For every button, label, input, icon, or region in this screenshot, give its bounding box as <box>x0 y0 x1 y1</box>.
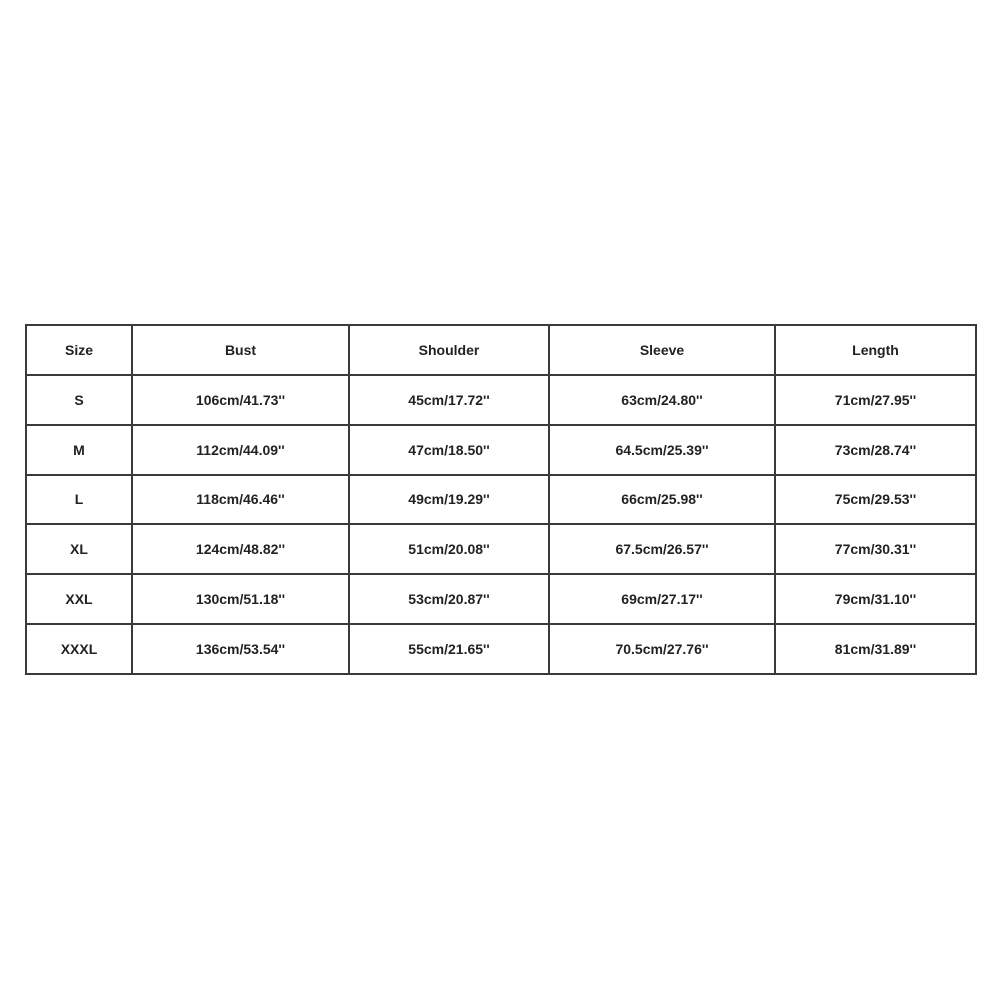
sleeve-cell: 63cm/24.80'' <box>549 375 775 425</box>
table-header-row <box>26 325 976 375</box>
table-row <box>26 624 976 674</box>
bust-cell: 124cm/48.82'' <box>132 524 349 574</box>
sleeve-cell: 64.5cm/25.39'' <box>549 425 775 475</box>
sleeve-cell: 67.5cm/26.57'' <box>549 524 775 574</box>
size-cell: XL <box>26 524 132 574</box>
length-cell: 71cm/27.95'' <box>775 375 976 425</box>
header-sleeve: Sleeve <box>549 325 775 375</box>
shoulder-cell: 45cm/17.72'' <box>349 375 549 425</box>
shoulder-cell: 53cm/20.87'' <box>349 574 549 624</box>
length-cell: 73cm/28.74'' <box>775 425 976 475</box>
bust-cell: 106cm/41.73'' <box>132 375 349 425</box>
shoulder-cell: 49cm/19.29'' <box>349 475 549 525</box>
shoulder-cell: 55cm/21.65'' <box>349 624 549 674</box>
size-cell: S <box>26 375 132 425</box>
shoulder-cell: 47cm/18.50'' <box>349 425 549 475</box>
size-cell: XXL <box>26 574 132 624</box>
table-row <box>26 375 976 425</box>
table-row <box>26 574 976 624</box>
size-cell: XXXL <box>26 624 132 674</box>
sleeve-cell: 66cm/25.98'' <box>549 475 775 525</box>
header-bust: Bust <box>132 325 349 375</box>
bust-cell: 112cm/44.09'' <box>132 425 349 475</box>
length-cell: 77cm/30.31'' <box>775 524 976 574</box>
sleeve-cell: 70.5cm/27.76'' <box>549 624 775 674</box>
length-cell: 81cm/31.89'' <box>775 624 976 674</box>
sleeve-cell: 69cm/27.17'' <box>549 574 775 624</box>
shoulder-cell: 51cm/20.08'' <box>349 524 549 574</box>
size-cell: M <box>26 425 132 475</box>
bust-cell: 136cm/53.54'' <box>132 624 349 674</box>
table-row <box>26 524 976 574</box>
length-cell: 79cm/31.10'' <box>775 574 976 624</box>
header-size: Size <box>26 325 132 375</box>
bust-cell: 130cm/51.18'' <box>132 574 349 624</box>
size-cell: L <box>26 475 132 525</box>
length-cell: 75cm/29.53'' <box>775 475 976 525</box>
header-shoulder: Shoulder <box>349 325 549 375</box>
header-length: Length <box>775 325 976 375</box>
bust-cell: 118cm/46.46'' <box>132 475 349 525</box>
table-row <box>26 425 976 475</box>
size-chart-table <box>25 324 977 675</box>
table-row <box>26 475 976 525</box>
